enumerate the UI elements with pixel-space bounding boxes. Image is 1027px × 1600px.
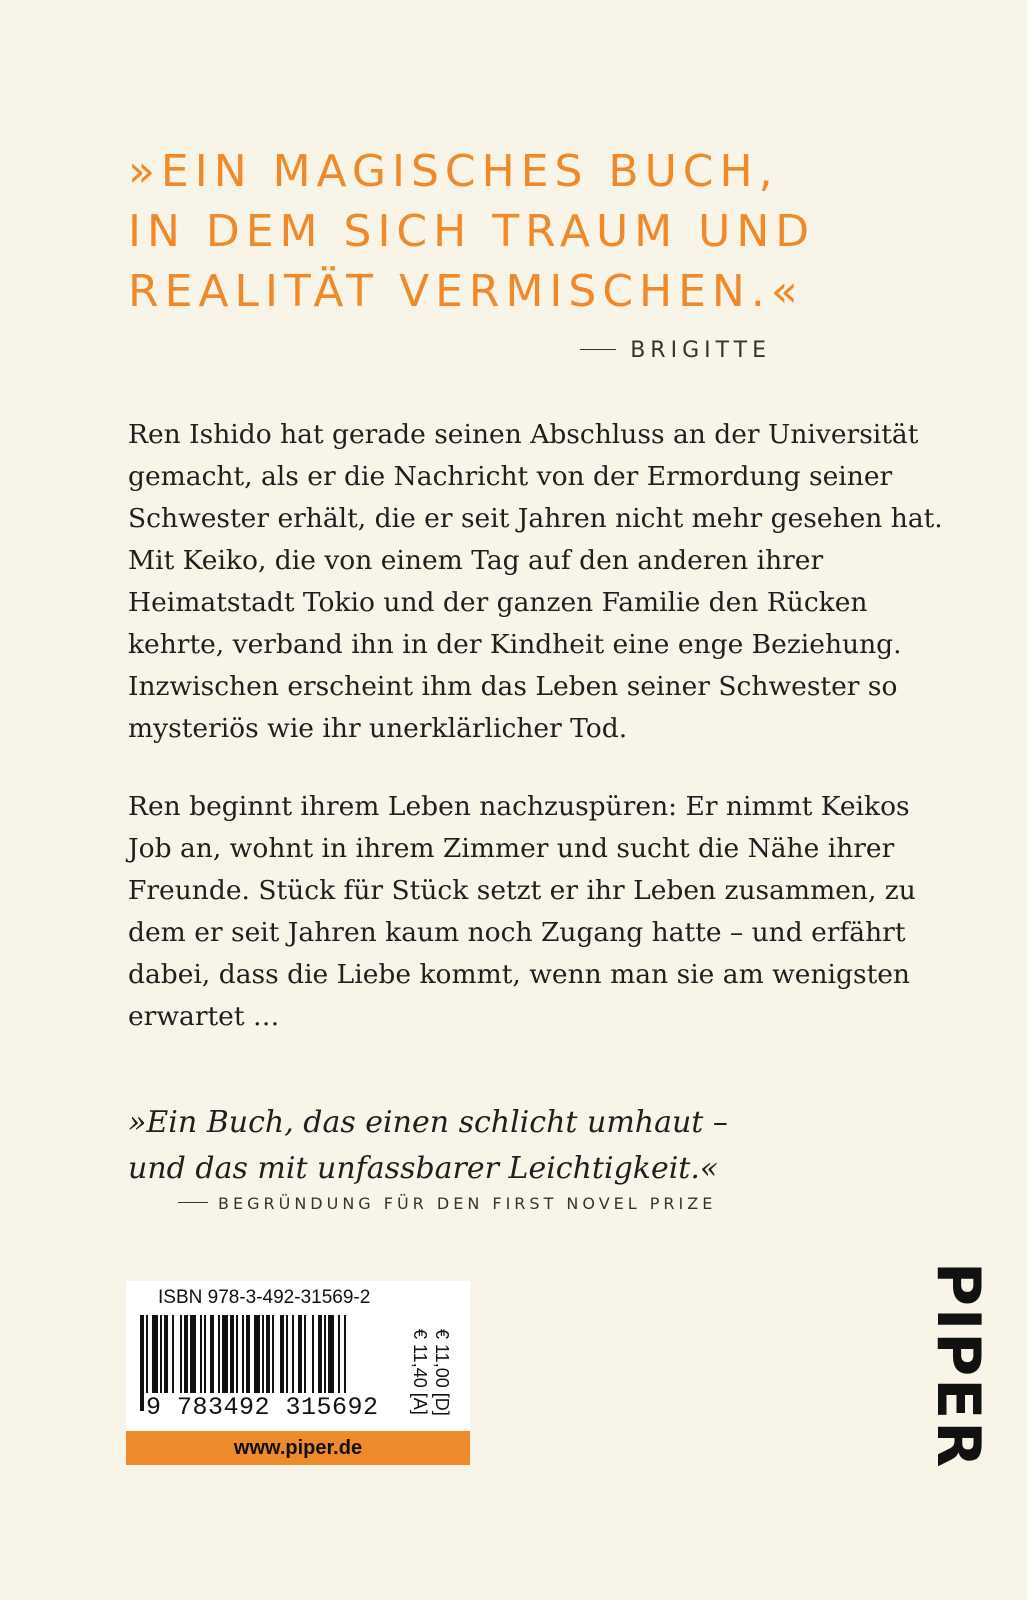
text-line: dem er seit Jahren kaum noch Zugang hatte – und erfährt	[128, 917, 906, 948]
text-line: Inzwischen erscheint ihm das Leben seiner Schwester so	[128, 671, 898, 702]
text-line: Freunde. Stück für Stück setzt er ihr Leben zusammen, zu	[128, 875, 916, 906]
text-line: Ren beginnt ihrem Leben nachzuspüren: Er nimmt Keikos	[128, 791, 910, 822]
second-quote-source-text: BEGRÜNDUNG FÜR DEN FIRST NOVEL PRIZE	[218, 1194, 717, 1213]
text-line: dabei, dass die Liebe kommt, wenn man sie am wenigsten	[128, 959, 910, 990]
publisher-url[interactable]: www.piper.de	[126, 1431, 470, 1465]
text-line: gemacht, als er die Nachricht von der Ermordung seiner	[128, 461, 893, 492]
second-quote	[128, 1100, 828, 1192]
description-paragraph-2	[128, 786, 916, 1038]
quote-line: »Ein Buch, das einen schlicht umhaut –	[128, 1105, 728, 1140]
text-line: Heimatstadt Tokio und der ganzen Familie den Rücken	[128, 587, 868, 618]
second-quote-source	[178, 1194, 716, 1213]
headline-line: IN DEM SICH TRAUM UND	[128, 206, 816, 257]
headline-source-text: BRIGITTE	[630, 338, 771, 363]
text-line: Mit Keiko, die von einem Tag auf den anderen ihrer	[128, 545, 824, 576]
quote-line: und das mit unfassbarer Leichtigkeit.«	[128, 1151, 719, 1186]
description-paragraph-1	[128, 414, 943, 750]
headline-line: »EIN MAGISCHES BUCH,	[128, 146, 779, 197]
text-line: erwartet …	[128, 1001, 280, 1032]
text-line: Schwester erhält, die er seit Jahren nicht mehr gesehen hat.	[128, 503, 943, 534]
publisher-logo: PIPER	[923, 1262, 993, 1470]
text-line: kehrte, verband ihn in der Kindheit eine enge Beziehung.	[128, 629, 902, 660]
text-line: Job an, wohnt in ihrem Zimmer und sucht die Nähe ihrer	[128, 833, 895, 864]
dash-divider	[580, 349, 616, 350]
headline-line: REALITÄT VERMISCHEN.«	[128, 266, 804, 317]
text-line: Ren Ishido hat gerade seinen Abschluss an der Universität	[128, 419, 919, 450]
dash-divider	[178, 1202, 208, 1203]
ean-digits: 9 783492 315692	[146, 1393, 379, 1422]
price-block	[408, 1323, 468, 1423]
text-line: mysteriös wie ihr unerklärlicher Tod.	[128, 713, 628, 744]
isbn-number: ISBN 978-3-492-31569-2	[158, 1287, 371, 1308]
headline-quote	[128, 142, 888, 322]
price-austria: € 11,40 [A]	[410, 1329, 430, 1415]
price-germany: € 11,00 [D]	[432, 1329, 452, 1416]
headline-quote-source	[580, 338, 771, 363]
